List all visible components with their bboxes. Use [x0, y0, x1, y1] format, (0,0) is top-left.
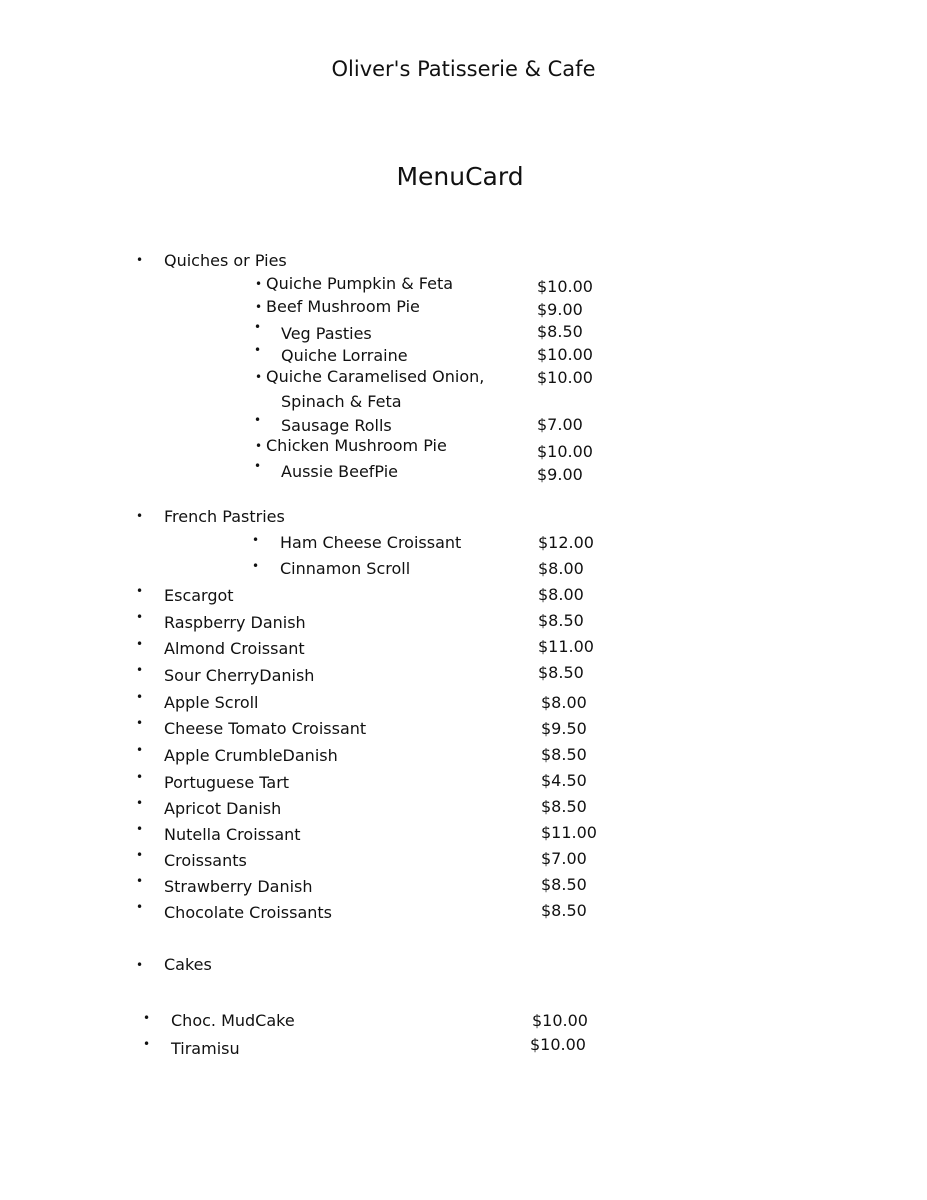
item-price: $8.50 [538, 611, 584, 630]
item-price: $11.00 [541, 823, 597, 842]
item-price: $7.00 [537, 415, 583, 434]
section-heading-french-pastries: French Pastries [164, 507, 285, 526]
item-name: Tiramisu [171, 1039, 240, 1058]
item-price: $10.00 [530, 1035, 586, 1054]
item-price: $10.00 [537, 277, 593, 296]
item-price: $8.50 [538, 663, 584, 682]
item-price: $8.50 [537, 322, 583, 341]
bullet: • [136, 822, 144, 836]
item-name: Apple Scroll [164, 693, 259, 712]
item-price: $8.00 [538, 559, 584, 578]
bullet: • [136, 900, 144, 914]
item-name: Escargot [164, 586, 234, 605]
item-name: Apple CrumbleDanish [164, 746, 338, 765]
item-price: $10.00 [537, 345, 593, 364]
item-price: $10.00 [537, 442, 593, 461]
item-name-continued: Spinach & Feta [281, 392, 402, 411]
item-price: $11.00 [538, 637, 594, 656]
item-price: $8.50 [541, 797, 587, 816]
item-name: Veg Pasties [281, 324, 372, 343]
bullet: • [255, 277, 263, 291]
bullet: • [136, 509, 144, 523]
menu-title: MenuCard [396, 162, 524, 191]
bullet: • [255, 300, 263, 314]
bullet: • [136, 796, 144, 810]
item-name: Almond Croissant [164, 639, 305, 658]
item-name: Quiche Caramelised Onion, [266, 367, 485, 386]
bullet: • [136, 637, 144, 651]
item-price: $10.00 [532, 1011, 588, 1030]
item-name: Nutella Croissant [164, 825, 301, 844]
item-name: Choc. MudCake [171, 1011, 295, 1030]
bullet: • [254, 459, 262, 473]
bullet: • [136, 584, 144, 598]
section-heading-quiches: Quiches or Pies [164, 251, 287, 270]
item-name: Quiche Lorraine [281, 346, 408, 365]
bullet: • [136, 253, 144, 267]
bullet: • [254, 320, 262, 334]
bullet: • [254, 413, 262, 427]
bullet: • [136, 690, 144, 704]
item-price: $8.50 [541, 745, 587, 764]
bullet: • [136, 716, 144, 730]
bullet: • [136, 663, 144, 677]
item-price: $9.50 [541, 719, 587, 738]
bullet: • [136, 874, 144, 888]
bullet: • [252, 559, 260, 573]
bullet: • [136, 848, 144, 862]
item-name: Ham Cheese Croissant [280, 533, 462, 552]
item-name: Strawberry Danish [164, 877, 313, 896]
item-name: Quiche Pumpkin & Feta [266, 274, 454, 293]
bullet: • [255, 439, 263, 453]
bullet: • [136, 770, 144, 784]
item-price: $8.00 [541, 693, 587, 712]
item-name: Aussie BeefPie [281, 462, 399, 481]
bullet: • [254, 343, 262, 357]
bullet: • [136, 610, 144, 624]
bullet: • [143, 1011, 151, 1025]
item-name: Raspberry Danish [164, 613, 306, 632]
item-price: $10.00 [537, 368, 593, 387]
item-name: Sour CherryDanish [164, 666, 315, 685]
item-price: $12.00 [538, 533, 594, 552]
item-name: Sausage Rolls [281, 416, 392, 435]
item-name: Cheese Tomato Croissant [164, 719, 367, 738]
item-name: Portuguese Tart [164, 773, 290, 792]
item-price: $8.50 [541, 901, 587, 920]
item-price: $8.50 [541, 875, 587, 894]
section-heading-cakes: Cakes [164, 955, 212, 974]
item-name: Cinnamon Scroll [280, 559, 411, 578]
item-price: $7.00 [541, 849, 587, 868]
item-price: $9.00 [537, 465, 583, 484]
item-name: Croissants [164, 851, 247, 870]
bullet: • [255, 370, 263, 384]
bullet: • [136, 958, 144, 972]
bullet: • [143, 1037, 151, 1051]
item-price: $4.50 [541, 771, 587, 790]
item-price: $9.00 [537, 300, 583, 319]
bullet: • [252, 533, 260, 547]
item-name: Apricot Danish [164, 799, 282, 818]
bullet: • [136, 743, 144, 757]
item-price: $8.00 [538, 585, 584, 604]
item-name: Chocolate Croissants [164, 903, 332, 922]
cafe-name: Oliver's Patisserie & Cafe [331, 57, 596, 81]
item-name: Beef Mushroom Pie [266, 297, 420, 316]
item-name: Chicken Mushroom Pie [266, 436, 447, 455]
